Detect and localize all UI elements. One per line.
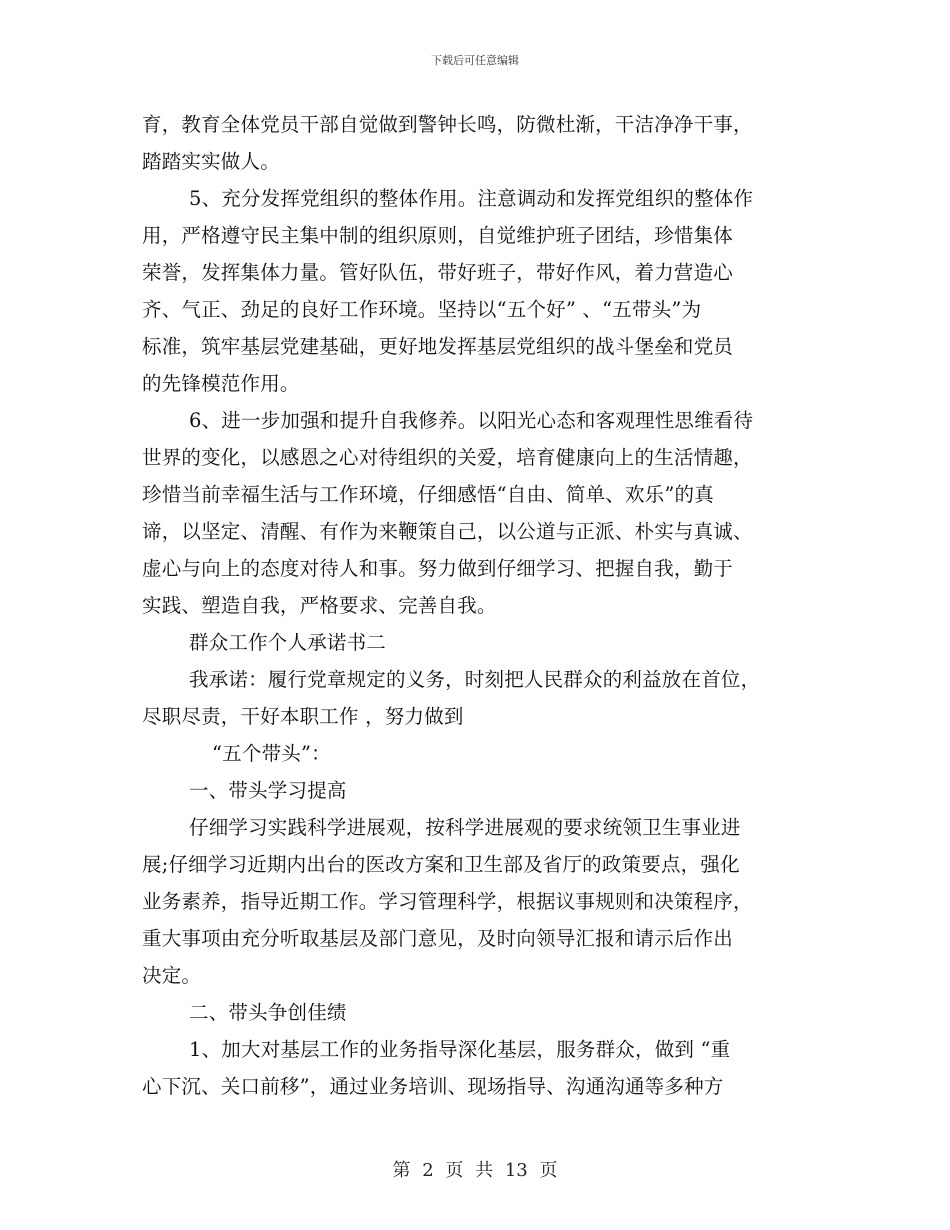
- document-body: [142, 106, 818, 1105]
- text-line: 虚心与向上的态度对待人和事。努力做到仔细学习、把握自我，勤于: [142, 557, 734, 580]
- text-line: 荣誉，发挥集体力量。管好队伍，带好班子，带好作风，着力营造心: [142, 261, 734, 284]
- section-heading: 群众工作个人承诺书二: [189, 631, 387, 654]
- text-line: 齐、气正、劲足的良好工作环境。坚持以“五个好” 、“五带头”为: [142, 298, 702, 321]
- text-line: 业务素养，指导近期工作。学习管理科学，根据议事规则和决策程序，: [142, 890, 753, 913]
- text-line: 心下沉、关口前移”，通过业务培训、现场指导、沟通沟通等多种方: [142, 1075, 724, 1098]
- text-line: 踏踏实实做人。: [142, 150, 280, 173]
- section-heading: 二、带头争创佳绩: [189, 1001, 347, 1024]
- text-line: 育，教育全体党员干部自觉做到警钟长鸣，防微杜渐，干洁净净干事，: [142, 113, 753, 136]
- text-line: 的先锋模范作用。: [142, 372, 300, 395]
- page-number: 第 2 页 共 13 页: [392, 1160, 558, 1181]
- page-header-note: 下载后可任意编辑: [431, 54, 519, 67]
- text-line: 6、进一步加强和提升自我修养。以阳光心态和客观理性思维看待: [189, 409, 754, 432]
- text-line: 实践、塑造自我，严格要求、完善自我。: [142, 594, 497, 617]
- text-line: 尽职尽责，干好本职工作 ，努力做到: [142, 705, 464, 728]
- text-line: 用，严格遵守民主集中制的组织原则，自觉维护班子团结，珍惜集体: [142, 224, 734, 247]
- text-line: 珍惜当前幸福生活与工作环境，仔细感悟“自由、简单、欢乐”的真: [142, 483, 714, 506]
- section-heading: 一、带头学习提高: [189, 779, 347, 802]
- text-line: 世界的变化，以感恩之心对待组织的关爱，培育健康向上的生活情趣，: [142, 446, 753, 469]
- text-line: 5、充分发挥党组织的整体作用。注意调动和发挥党组织的整体作: [189, 187, 754, 210]
- text-line: 我承诺：履行党章规定的义务，时刻把人民群众的利益放在首位，: [189, 668, 761, 691]
- text-line: 决定。: [142, 964, 202, 987]
- text-line: 仔细学习实践科学进展观，按科学进展观的要求统领卫生事业进: [189, 816, 741, 839]
- text-line: “五个带头”：: [212, 742, 331, 765]
- text-line: 1、加大对基层工作的业务指导深化基层，服务群众，做到 “重: [189, 1038, 731, 1061]
- text-line: 重大事项由充分听取基层及部门意见，及时向领导汇报和请示后作出: [142, 927, 734, 950]
- text-line: 谛，以坚定、清醒、有作为来鞭策自己，以公道与正派、朴实与真诚、: [142, 520, 753, 543]
- text-line: 标准，筑牢基层党建基础，更好地发挥基层党组织的战斗堡垒和党员: [142, 335, 734, 358]
- text-line: 展;仔细学习近期内出台的医改方案和卫生部及省厅的政策要点，强化: [142, 853, 740, 876]
